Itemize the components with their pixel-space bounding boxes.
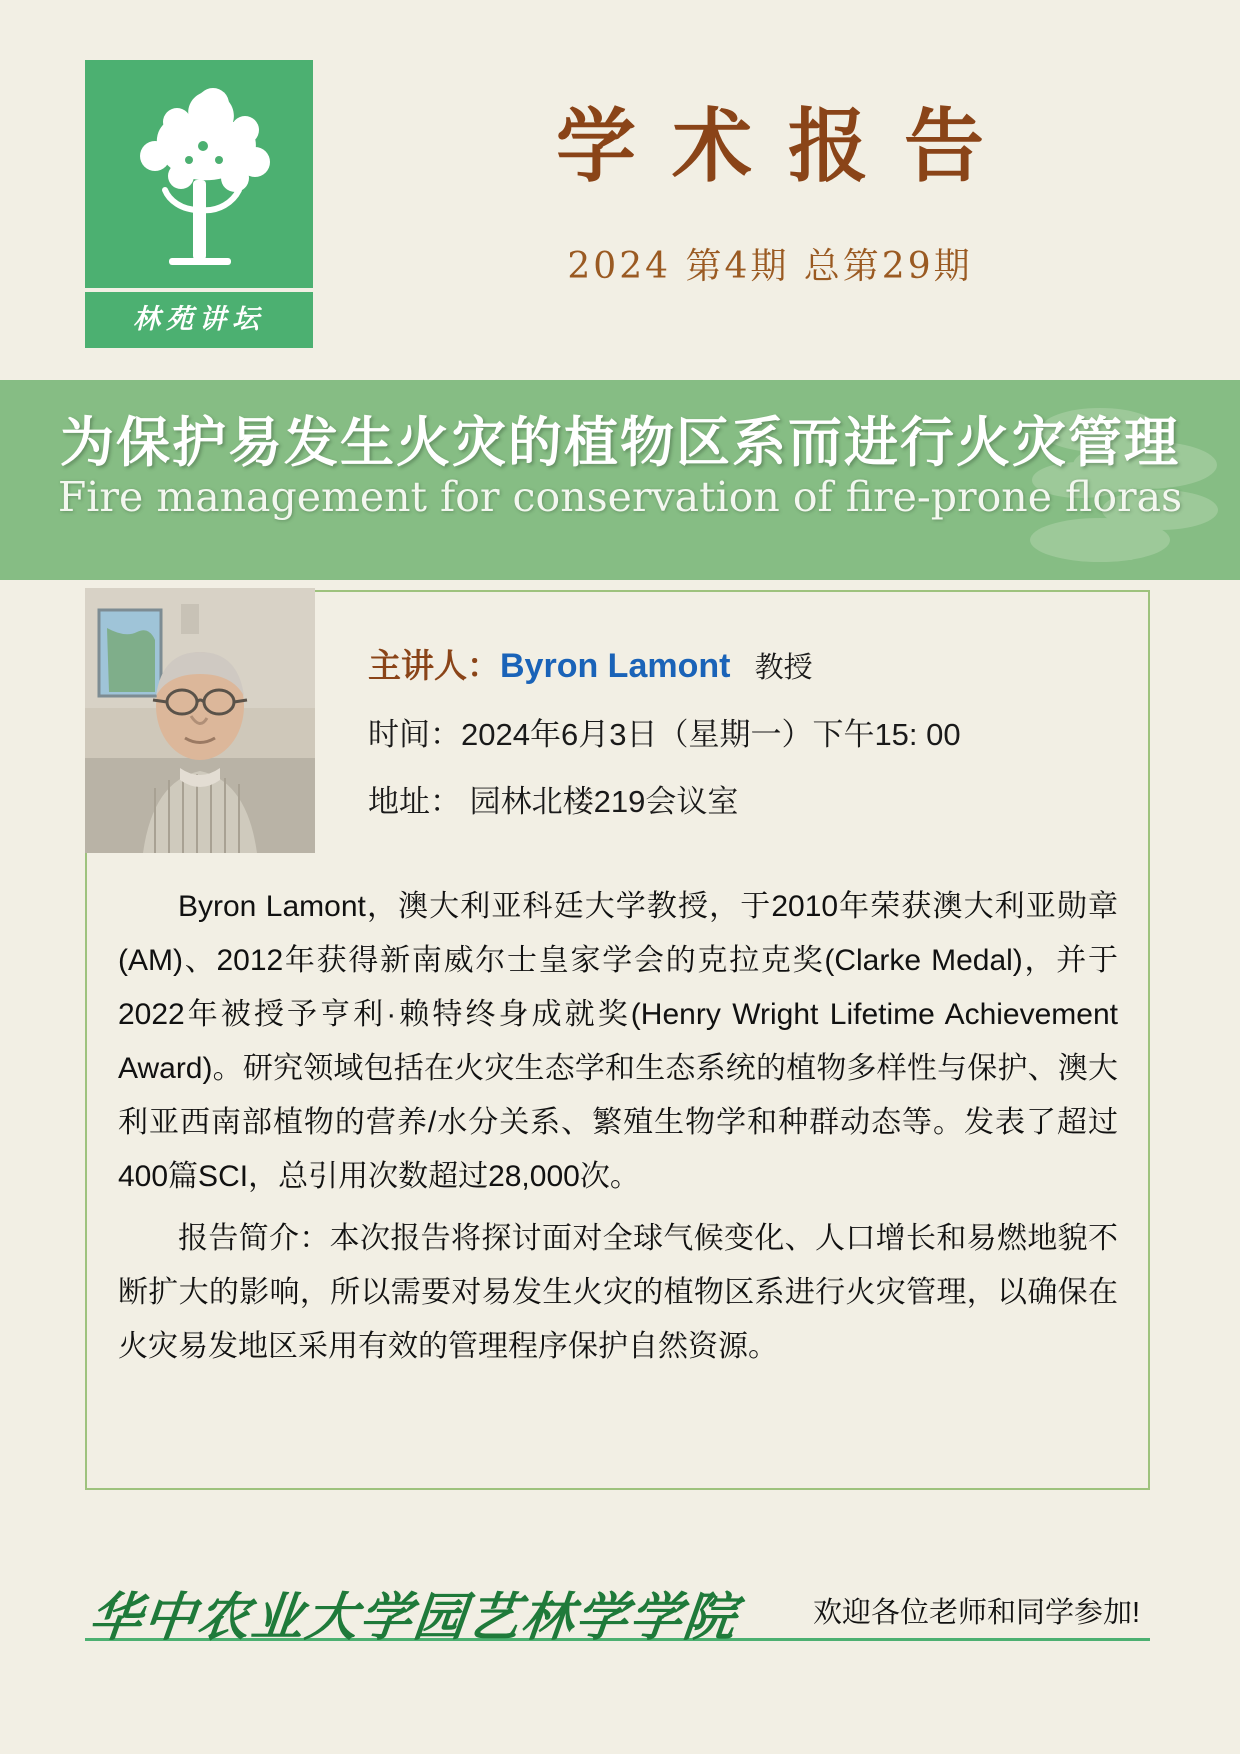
issue-number: 2024 第4期 总第29期: [567, 246, 973, 287]
welcome-note: 欢迎各位老师和同学参加!: [812, 1597, 1140, 1629]
speaker-label: 主讲人：: [368, 647, 500, 684]
school-name: 华中农业大学园艺林学学院: [86, 1587, 741, 1648]
tree-logo-icon: [85, 60, 313, 288]
speaker-title: 教授: [754, 652, 813, 684]
speaker-portrait: [85, 588, 315, 853]
title-banner: [0, 380, 1240, 580]
time-label: 时间：: [368, 717, 461, 752]
logo-block: [85, 60, 313, 348]
logo-caption: 林苑讲坛: [85, 292, 313, 348]
time-value: 2024年6月3日（星期一）下午15: 00: [461, 717, 961, 752]
place-value: 园林北楼219会议室: [469, 784, 739, 819]
speaker-name-line: [368, 640, 1128, 687]
speaker-place-line: [368, 776, 1128, 821]
bio-paragraph-1: Byron Lamont，澳大利亚科廷大学教授，于2010年荣获澳大利亚勋章(AM)、2012年获得新南威尔士皇家学会的克拉克奖(Clarke Medal)，并于2022年被授予亨利·赖特终身成就奖(Henry Wright Lifetime Achievement Award)。研究领域包括在火灾生态学和生态系统的植物多样性与保护、澳大利亚西南部植物的营养/水分关系、繁殖生物学和种群动态等。发表了超过400篇SCI，总引用次数超过28,000次。: [118, 890, 1118, 1193]
speaker-name: Byron Lamont: [500, 647, 731, 685]
place-label: 地址：: [368, 784, 461, 819]
speaker-time-line: [368, 709, 1128, 754]
bio-paragraph-2: 报告简介：本次报告将探讨面对全球气候变化、人口增长和易燃地貌不断扩大的影响，所以需要对易发生火灾的植物区系进行火灾管理，以确保在火灾易发地区采用有效的管理程序保护自然资源。: [118, 1222, 1118, 1363]
speaker-biography: [118, 880, 1118, 1374]
page-title: 学术报告: [556, 99, 1020, 193]
banner-title-en: Fire management for conservation of fire-prone floras: [57, 473, 1183, 521]
banner-title-cn: 为保护易发生火灾的植物区系而进行火灾管理: [60, 413, 1180, 473]
poster-header: [0, 0, 1240, 385]
speaker-info: [368, 640, 1128, 843]
